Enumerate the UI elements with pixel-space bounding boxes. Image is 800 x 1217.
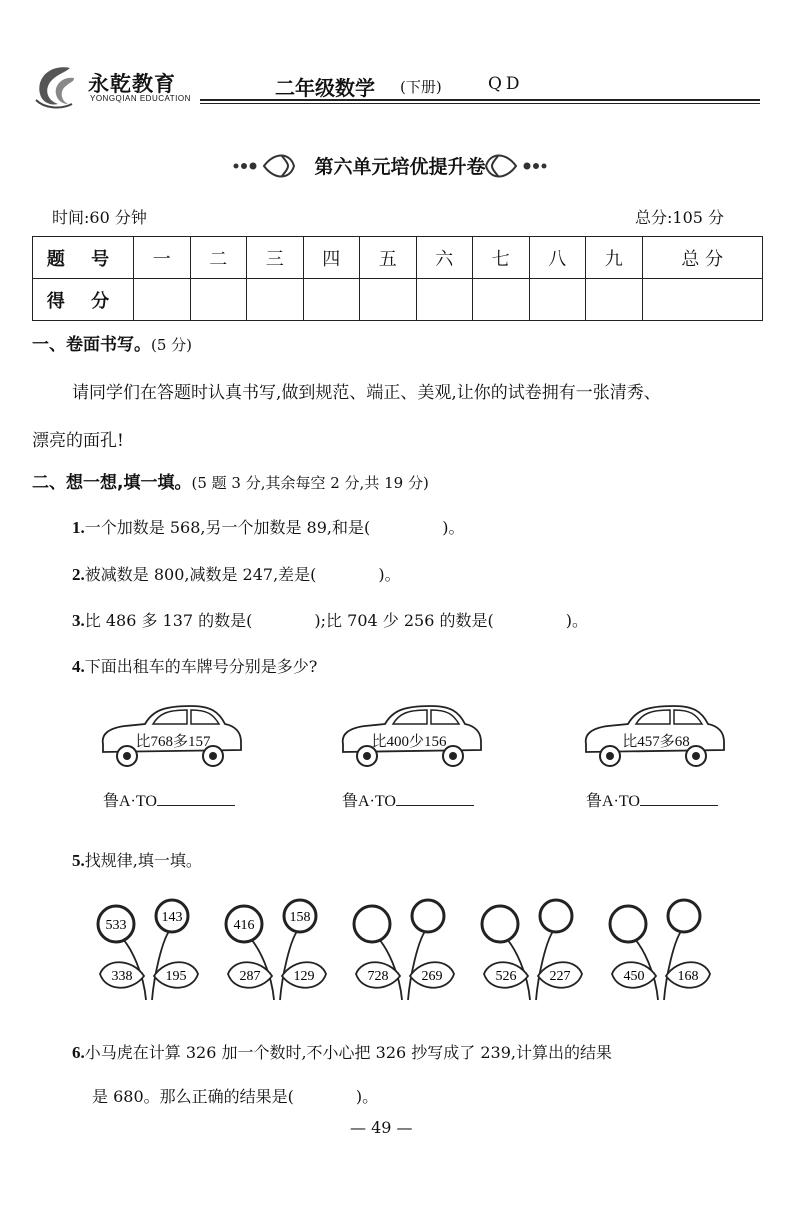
- total-score: 总分:105 分: [635, 208, 725, 227]
- flower-head-value: 416: [233, 918, 255, 933]
- volume-label: (下册): [400, 78, 442, 96]
- taxi-car-icon: [578, 700, 728, 772]
- score-cell[interactable]: [473, 279, 530, 321]
- table-header-cell: 九: [586, 237, 643, 279]
- question-6-line2: [92, 1084, 378, 1107]
- flower-group: [98, 900, 198, 1000]
- flower-head[interactable]: [668, 900, 700, 932]
- plate-blank[interactable]: [157, 791, 235, 806]
- brand-name-en: YONGQIAN EDUCATION: [90, 94, 191, 103]
- header-divider: [200, 99, 760, 101]
- section-2-points: (5 题 3 分,其余每空 2 分,共 19 分): [191, 474, 429, 492]
- question-5: [72, 848, 202, 871]
- flower-pattern-svg: [96, 896, 736, 1006]
- flower-head-value: 143: [161, 910, 183, 925]
- plate-prefix: 鲁A·TO: [586, 793, 640, 810]
- brand-logo-icon: [30, 60, 82, 112]
- plate-blank[interactable]: [396, 791, 474, 806]
- flower-leaf-value: 269: [421, 969, 443, 984]
- plate-prefix: 鲁A·TO: [103, 793, 157, 810]
- question-6-line1: [72, 1040, 612, 1063]
- table-header-cell: 六: [416, 237, 473, 279]
- question-number: 5.: [72, 851, 85, 870]
- question-end: )。: [378, 565, 401, 584]
- question-text: 比 486 多 137 的数是(: [84, 611, 253, 630]
- score-cell[interactable]: [134, 279, 191, 321]
- section-1-text-line1: 请同学们在答题时认真书写,做到规范、端正、美观,让你的试卷拥有一张清秀、: [72, 383, 661, 403]
- edition-label: QD: [488, 74, 524, 94]
- flower-leaf-value: 168: [677, 969, 699, 984]
- table-row-label: 得 分: [33, 279, 134, 321]
- flower-leaf-value: 338: [111, 969, 133, 984]
- question-4: [72, 654, 317, 677]
- table-header-cell: 八: [529, 237, 586, 279]
- car-label: 比457多68: [622, 734, 690, 750]
- flower-leaf-value: 287: [239, 969, 261, 984]
- license-plate-answer: [586, 788, 718, 811]
- exam-title: 第六单元培优提升卷: [314, 156, 486, 178]
- section-2-heading: [32, 468, 429, 493]
- time-limit: 时间:60 分钟: [52, 208, 147, 227]
- flower-group: [354, 900, 454, 1000]
- question-end: )。: [355, 1087, 379, 1106]
- question-number: 6.: [72, 1043, 85, 1062]
- question-number: 1.: [72, 518, 85, 537]
- table-row: [33, 279, 763, 321]
- question-text: 是 680。那么正确的结果是(: [92, 1087, 294, 1106]
- table-header-cell: 一: [134, 237, 191, 279]
- brand-name: 永乾教育: [88, 71, 176, 96]
- score-cell[interactable]: [247, 279, 304, 321]
- score-cell[interactable]: [303, 279, 360, 321]
- score-cell[interactable]: [360, 279, 417, 321]
- table-header-cell: 三: [247, 237, 304, 279]
- section-1-heading: [32, 330, 192, 355]
- section-1-text-line2: 漂亮的面孔!: [32, 431, 124, 451]
- question-text: 小马虎在计算 326 加一个数时,不小心把 326 抄写成了 239,计算出的结果: [84, 1043, 612, 1062]
- question-2: [72, 562, 401, 585]
- score-cell[interactable]: [586, 279, 643, 321]
- flower-leaf-value: 227: [549, 969, 571, 984]
- flower-group: [226, 900, 326, 1000]
- table-header-cell: 七: [473, 237, 530, 279]
- taxi-car-icon: [95, 700, 245, 772]
- question-text: 下面出租车的车牌号分别是多少?: [84, 657, 318, 676]
- score-cell[interactable]: [190, 279, 247, 321]
- section-1-points: (5 分): [151, 336, 193, 354]
- table-header-cell: 总 分: [642, 237, 763, 279]
- flower-head[interactable]: [482, 906, 518, 942]
- flower-head-value: 533: [105, 918, 127, 933]
- question-number: 3.: [72, 611, 85, 630]
- flower-group: [482, 900, 582, 1000]
- flower-head-value: 158: [289, 910, 311, 925]
- flower-head[interactable]: [540, 900, 572, 932]
- flower-leaf-value: 195: [165, 969, 187, 984]
- question-1: [72, 515, 465, 538]
- question-text: 找规律,填一填。: [84, 851, 202, 870]
- section-1-title: 一、卷面书写。: [32, 335, 151, 355]
- license-plate-answer: [342, 788, 474, 811]
- score-table: [32, 236, 763, 321]
- question-text: 被减数是 800,减数是 247,差是(: [84, 565, 317, 584]
- car-label: 比768多157: [135, 734, 211, 750]
- license-plate-answer: [103, 788, 235, 811]
- flower-head[interactable]: [610, 906, 646, 942]
- question-text-mid: );比 704 少 256 的数是(: [314, 611, 494, 630]
- flower-head[interactable]: [354, 906, 390, 942]
- car-label: 比400少156: [371, 734, 447, 750]
- table-header-cell: 五: [360, 237, 417, 279]
- section-2-title: 二、想一想,填一填。: [32, 473, 192, 493]
- question-end: )。: [442, 518, 465, 537]
- header-divider-thin: [200, 103, 760, 104]
- question-end: )。: [565, 611, 588, 630]
- score-cell[interactable]: [529, 279, 586, 321]
- flower-leaf-value: 450: [623, 969, 645, 984]
- table-row-label: 题 号: [33, 237, 134, 279]
- plate-blank[interactable]: [640, 791, 718, 806]
- taxi-car-icon: [335, 700, 485, 772]
- page-number: — 49 —: [350, 1118, 413, 1137]
- table-row: [33, 237, 763, 279]
- flower-leaf-value: 728: [367, 969, 389, 984]
- subject-title: 二年级数学: [275, 76, 375, 100]
- score-cell[interactable]: [642, 279, 763, 321]
- plate-prefix: 鲁A·TO: [342, 793, 396, 810]
- question-3: [72, 608, 588, 631]
- flower-pattern-row: [96, 896, 736, 1006]
- flower-leaf-value: 526: [495, 969, 517, 984]
- flower-group: [610, 900, 710, 1000]
- question-number: 2.: [72, 565, 85, 584]
- table-header-cell: 二: [190, 237, 247, 279]
- flower-leaf-value: 129: [293, 969, 315, 984]
- question-number: 4.: [72, 657, 85, 676]
- flower-head[interactable]: [412, 900, 444, 932]
- question-text: 一个加数是 568,另一个加数是 89,和是(: [84, 518, 371, 537]
- score-cell[interactable]: [416, 279, 473, 321]
- table-header-cell: 四: [303, 237, 360, 279]
